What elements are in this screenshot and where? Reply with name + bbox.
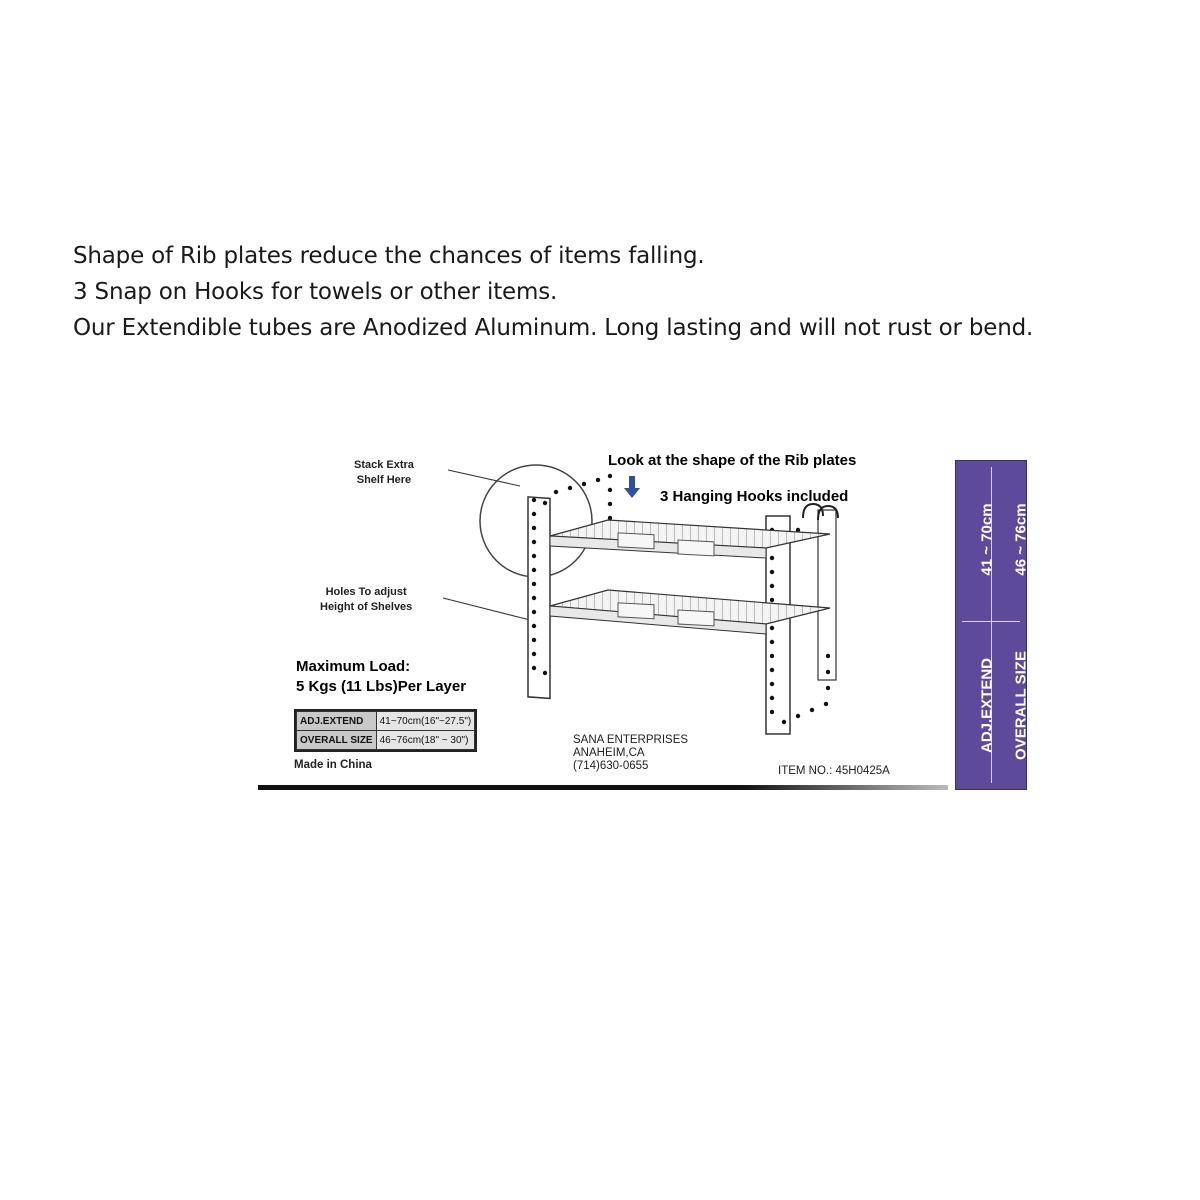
adj-value: 41 ~ 70cm	[978, 503, 996, 576]
intro-line: Shape of Rib plates reduce the chances of items falling.	[73, 243, 705, 269]
max-load-title: Maximum Load:	[296, 658, 411, 675]
intro-line: 3 Snap on Hooks for towels or other items.	[73, 279, 558, 305]
panel-divider	[962, 621, 1020, 622]
spec-value: 46~76cm(18" ~ 30")	[376, 731, 475, 750]
company-info: SANA ENTERPRISES ANAHEIM,CA (714)630-0655	[573, 734, 689, 772]
intro-line: Our Extendible tubes are Anodized Aluminum. Long lasting and will not rust or bend.	[73, 315, 1034, 341]
callout-stack: Stack Extra Shelf Here	[354, 459, 414, 486]
left-frame	[528, 497, 550, 699]
hooks-text: 3 Hanging Hooks included	[660, 488, 849, 505]
adj-label: ADJ.EXTEND	[978, 657, 996, 754]
overall-value: 46 ~ 76cm	[1012, 503, 1030, 576]
made-in: Made in China	[294, 759, 372, 771]
intro-text	[73, 238, 1173, 346]
bottom-bar	[258, 785, 948, 790]
spec-key: ADJ.EXTEND	[297, 712, 377, 731]
overall-label: OVERALL SIZE	[1012, 651, 1030, 760]
spec-table	[296, 711, 475, 750]
max-load-value: 5 Kgs (11 Lbs)Per Layer	[296, 678, 467, 695]
look-text: Look at the shape of the Rib plates	[608, 452, 857, 469]
callout-holes: Holes To adjust Height of Shelves	[320, 586, 413, 613]
size-side-panel	[955, 460, 1030, 790]
right-frame	[766, 516, 790, 734]
product-label-diagram	[258, 448, 948, 790]
spec-value: 41~70cm(16"~27.5")	[376, 712, 475, 731]
table-row	[297, 731, 475, 750]
table-row	[297, 712, 475, 731]
spec-key: OVERALL SIZE	[297, 731, 377, 750]
item-number: ITEM NO.: 45H0425A	[778, 765, 890, 777]
arrow-down-icon	[624, 476, 640, 498]
